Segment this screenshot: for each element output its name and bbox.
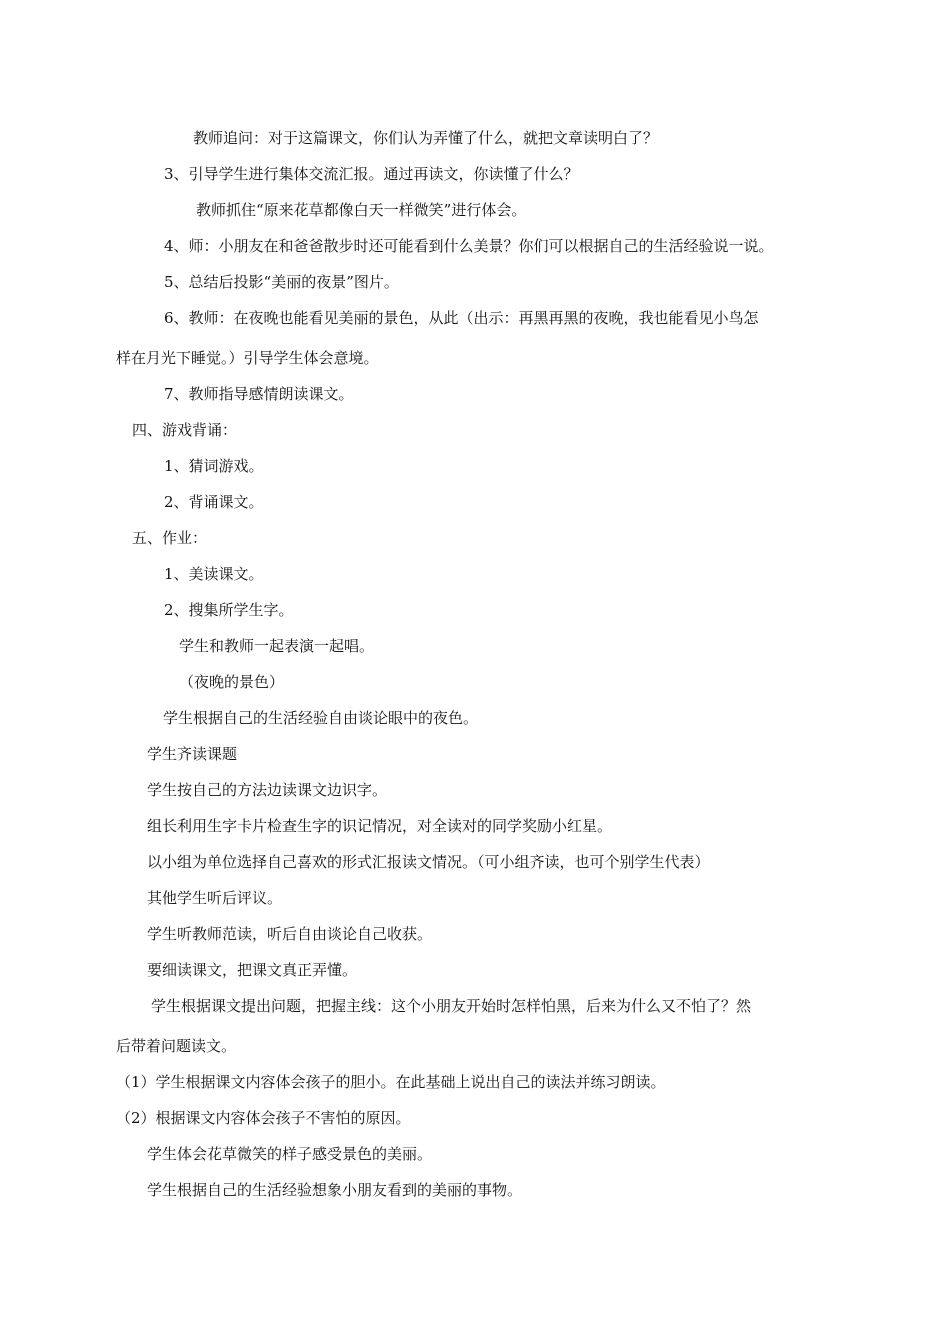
text-line: 学生齐读课题 <box>147 745 238 763</box>
text-line: 5、总结后投影“美丽的夜景”图片。 <box>164 273 399 291</box>
text-line: 要细读课文，把课文真正弄懂。 <box>147 961 358 979</box>
text-line: 学生按自己的方法边读课文边识字。 <box>147 781 388 799</box>
text-line: 其他学生听后评议。 <box>147 889 283 907</box>
section-heading: 四、游戏背诵： <box>132 421 238 439</box>
text-line: 以小组为单位选择自己喜欢的形式汇报读文情况。（可小组齐读，也可个别学生代表） <box>147 853 710 871</box>
text-line: （2）根据课文内容体会孩子不害怕的原因。 <box>116 1109 411 1127</box>
section-heading: 五、作业： <box>132 529 208 547</box>
text-line: 学生根据自己的生活经验自由谈论眼中的夜色。 <box>163 709 479 727</box>
text-line: 学生听教师范读，听后自由谈论自己收获。 <box>147 925 433 943</box>
text-line: 学生根据课文提出问题，把握主线：这个小朋友开始时怎样怕黑，后来为什么又不怕了？然 <box>151 997 752 1015</box>
text-line: 6、教师：在夜晚也能看见美丽的景色，从此（出示：再黑再黑的夜晚，我也能看见小鸟怎 <box>164 309 759 327</box>
text-line: 学生根据自己的生活经验想象小朋友看到的美丽的事物。 <box>147 1181 523 1199</box>
text-line: 2、搜集所学生字。 <box>164 601 294 619</box>
text-line: 组长利用生字卡片检查生字的识记情况，对全读对的同学奖励小红星。 <box>147 817 613 835</box>
text-line: 7、教师指导感情朗读课文。 <box>164 385 354 403</box>
text-line: 后带着问题读文。 <box>116 1037 237 1055</box>
text-line: （夜晚的景色） <box>179 673 285 691</box>
text-line: 样在月光下睡觉。）引导学生体会意境。 <box>116 349 379 367</box>
text-line: 教师抓住“原来花草都像白天一样微笑”进行体会。 <box>196 201 527 219</box>
text-line: 1、美读课文。 <box>164 565 264 583</box>
text-line: 学生体会花草微笑的样子感受景色的美丽。 <box>147 1145 433 1163</box>
text-line: 4、师：小朋友在和爸爸散步时还可能看到什么美景？你们可以根据自己的生活经验说一说。 <box>164 237 774 255</box>
text-line: 3、引导学生进行集体交流汇报。通过再读文，你读懂了什么？ <box>164 165 579 183</box>
text-line: 2、背诵课文。 <box>164 493 264 511</box>
text-line: 教师追问：对于这篇课文，你们认为弄懂了什么，就把文章读明白了？ <box>193 129 659 147</box>
text-line: 学生和教师一起表演一起唱。 <box>179 637 375 655</box>
text-line: 1、猜词游戏。 <box>164 457 264 475</box>
text-line: （1）学生根据课文内容体会孩子的胆小。在此基础上说出自己的读法并练习朗读。 <box>116 1073 666 1091</box>
